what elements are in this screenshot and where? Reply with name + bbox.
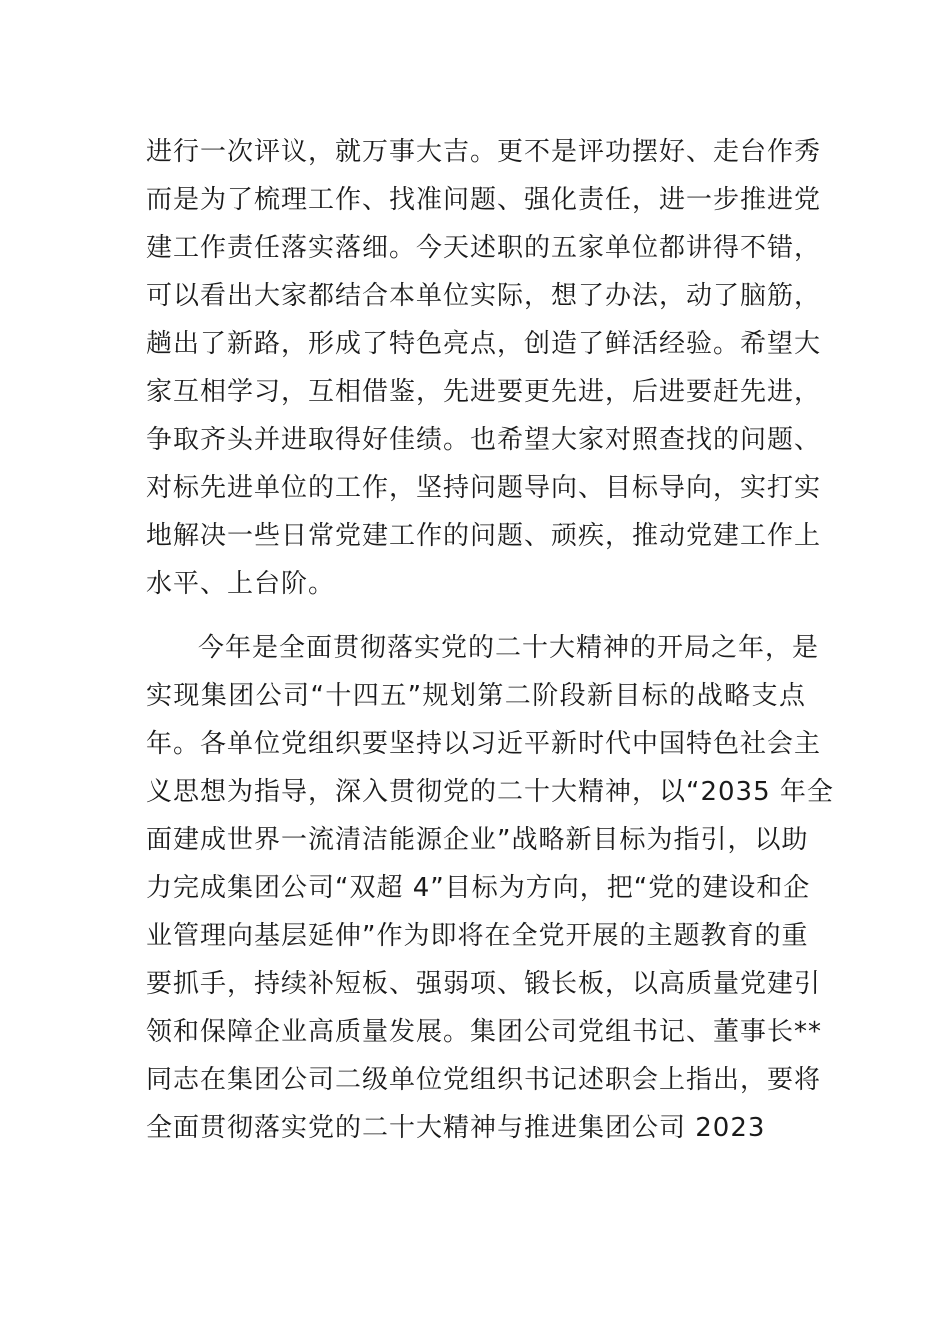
- text-line: 对标先进单位的工作，坚持问题导向、目标导向，实打实: [146, 473, 822, 503]
- text-line: 力完成集团公司“双超 4”目标为方向，把“党的建设和企: [146, 873, 811, 903]
- text-line: 趟出了新路，形成了特色亮点，创造了鲜活经验。希望大: [146, 329, 822, 359]
- text-line: 实现集团公司“十四五”规划第二阶段新目标的战略支点: [146, 681, 806, 711]
- text-line: 同志在集团公司二级单位党组织书记述职会上指出，要将: [146, 1065, 822, 1095]
- text-line: 全面贯彻落实党的二十大精神与推进集团公司 2023: [146, 1113, 766, 1143]
- text-line: 家互相学习，互相借鉴，先进要更先进，后进要赶先进，: [146, 377, 822, 407]
- text-line: 今年是全面贯彻落实党的二十大精神的开局之年，是: [198, 633, 820, 663]
- text-line: 面建成世界一流清洁能源企业”战略新目标为指引，以助: [146, 825, 809, 855]
- text-line: 要抓手，持续补短板、强弱项、锻长板，以高质量党建引: [146, 969, 822, 999]
- text-line: 业管理向基层延伸”作为即将在全党开展的主题教育的重: [146, 921, 809, 951]
- text-line: 水平、上台阶。: [146, 569, 336, 599]
- text-line: 领和保障企业高质量发展。集团公司党组书记、董事长**: [146, 1017, 823, 1047]
- text-line: 进行一次评议，就万事大吉。更不是评功摆好、走台作秀: [146, 137, 822, 167]
- text-line: 年。各单位党组织要坚持以习近平新时代中国特色社会主: [146, 729, 822, 759]
- text-line: 可以看出大家都结合本单位实际，想了办法，动了脑筋，: [146, 281, 822, 311]
- text-line: 义思想为指导，深入贯彻党的二十大精神，以“2035 年全: [146, 777, 834, 807]
- text-line: 争取齐头并进取得好佳绩。也希望大家对照查找的问题、: [146, 425, 822, 455]
- text-line: 而是为了梳理工作、找准问题、强化责任，进一步推进党: [146, 185, 822, 215]
- text-line: 地解决一些日常党建工作的问题、顽疾，推动党建工作上: [146, 521, 822, 551]
- text-line: 建工作责任落实落细。今天述职的五家单位都讲得不错，: [146, 233, 822, 263]
